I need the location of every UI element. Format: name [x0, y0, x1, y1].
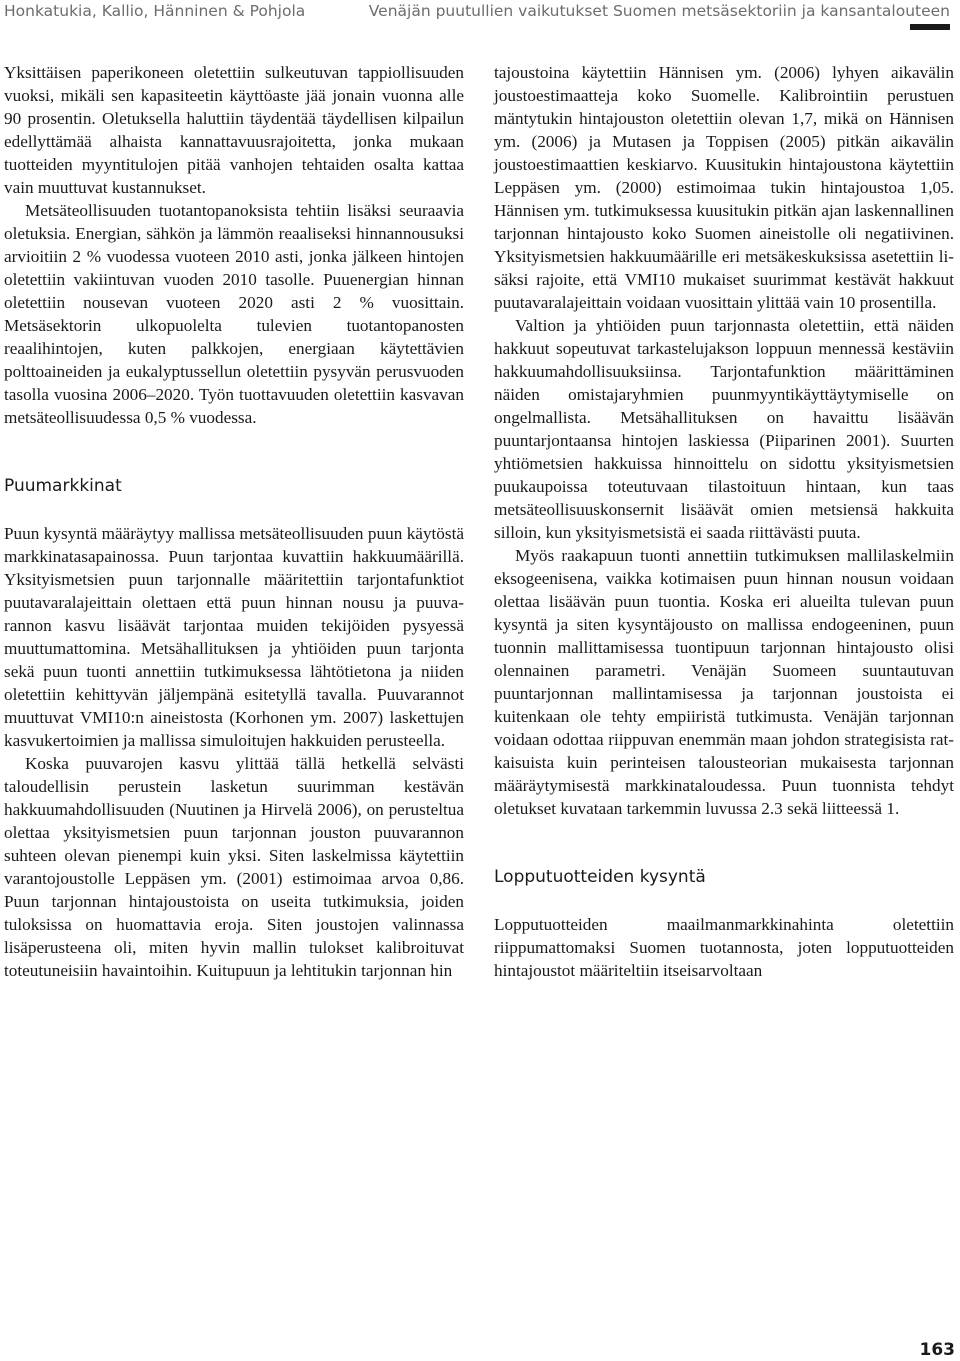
header-rule-marker [910, 24, 950, 30]
running-head-authors: Honkatukia, Kallio, Hänninen & Pohjola [4, 2, 306, 20]
left-column [4, 61, 464, 982]
section-heading-puumarkkinat: Puumarkkinat [4, 476, 122, 496]
page-number: 163 [919, 1340, 955, 1360]
paragraph: Puun kysyntä määräytyy mallissa metsäteollisuuden puun käytöstä markkinatasapainossa. Puun tarjontaa kuvattiin hakkuumäärillä. Yksityismetsien puun tarjonnalle määritettiin tarjontafunktiot puutavaralajeittain olettaen että puun hinnan nousu ja puuvarannon kasvu lisäävät tarjontaa muiden tekijöiden pysyessä muuttumattomina. Metsähallituksen ja yhtiöiden puun tarjonta sekä puun tuonti annettiin tutkimuksessa lähtötietona ja niiden oletettiin kehittyvän jäljempänä esitetyllä tavalla. Puuvarannot muuttuvat VMI10:n aineistosta (Korhonen ym. 2007) laskettujen kasvukertoimien ja mallissa simuloitujen hakkuiden perusteella. [4, 524, 464, 750]
right-column [494, 61, 954, 982]
paragraph: tajoustoina käytettiin Hännisen ym. (2006) lyhyen aikavälin joustoestimaatteja koko Suomelle. Kalibrointiin perustuen mäntytukin hintajouston oletettiin olevan 1,7, mikä on Hännisen ym. (2006) ja Mutasen ja Toppisen (2005) pitkän aikavälin joustoestimaattien keskiarvo. Kuusitukin hintajoustona käytettiin Leppäsen ym. (2000) estimoimaa tukin hintajoustoa 1,05. Hännisen ym. tutkimuksessa kuusitukin pitkän ajan laskennallinen tarjonnan hintajousto koko Suomen aineistolle oli negatiivinen. Yksityismetsien hakkuumäärille eri metsäkeskuksissa asetettiin lisäksi rajoite, että VMI10 mukaiset suurimmat kestävät hakkuut puutavaralajeittain voidaan vuosittain ylittää vain 10 prosentilla. [494, 63, 954, 312]
paragraph: Yksittäisen paperikoneen oletettiin sulkeutuvan tappiollisuuden vuoksi, mikäli sen kapasiteetin käyttöaste jää jonain vuonna alle 90 prosentin. Oletuksella haluttiin täydentää täydellisen kilpailun edellyttämää alhaista kannattavuusrajoitetta, jonka mukaan tuotteiden myyntitulojen pitää vanhojen tehtaiden osalta kattaa vain muuttuvat kustannukset. [4, 63, 464, 197]
running-head-journal-title: Venäjän puutullien vaikutukset Suomen metsäsektoriin ja kansantalouteen [368, 2, 950, 20]
section-heading-lopputuotteiden-kysynta: Lopputuotteiden kysyntä [494, 867, 706, 887]
running-head [0, 0, 960, 28]
paragraph: Lopputuotteiden maailmanmarkkinahinta oletettiin riippumattomaksi Suomen tuotannosta, joten lopputuotteiden hintajoustot määriteltiin itseisarvoltaan [494, 915, 954, 980]
paragraph: Koska puuvarojen kasvu ylittää tällä hetkellä selvästi taloudellisin perustein lasketun suurimman kestävän hakkuumahdollisuuden (Nuutinen ja Hirvelä 2006), on perusteltua olettaa yksityismetsien puun tarjonnan jouston puuvarannon suhteen olevan pienempi kuin yksi. Siten laskelmissa käytettiin varantojoustolle Leppäsen ym. (2001) estimoimaa arvoa 0,86. Puun tarjonnan hintajoustoista on useita tutkimuksia, joiden tuloksissa on huomattavia eroja. Siten joustojen valinnassa lisäperusteena oli, miten hyvin mallin tulokset kalibroituvat toteutuneisiin havaintoihin. Kuitupuun ja lehtitukin tarjonnan hin [4, 754, 464, 980]
paragraph: Valtion ja yhtiöiden puun tarjonnasta oletettiin, että näiden hakkuut sopeutuvat tarkastelujakson loppuun mennessä kestäviin hakkuumahdollisuuksiinsa. Tarjontafunktion määrittäminen näiden omistajaryhmien puunmyyntikäyttäytymiselle on ongelmallista. Metsähallituksen on havaittu lisäävän puuntarjontaansa hintojen laskiessa (Piiparinen 2001). Suurten yhtiömetsien hakkuissa hinnoittelu on sidottu yksityismetsien puukaupoissa toteutuvaan tilastoituun hintaan, kun taas metsäteollisuuskonsernit lisäävät omien metsiensä hakkuita silloin, kun yksityismetsistä ei saada riittävästi puuta. [494, 316, 954, 542]
paragraph: Myös raakapuun tuonti annettiin tutkimuksen mallilaskelmiin eksogeenisena, vaikka kotimaisen puun hinnan nousun voidaan olettaa lisäävän puun tuontia. Koska eri alueilta tulevan puun kysyntä ja siten kysyntäjousto on mallissa endogeeninen, puun tuonnin mallittamisessa tuontipuun tarjonnan hintajousto olisi olennainen parametri. Venäjän Suomeen suuntautuvan puuntarjonnan mallintamisessa ja tarjonnan joustoista ei kuitenkaan ole tehty empiiristä tutkimusta. Venäjän tarjonnan voidaan odottaa riippuvan enemmän maan johdon strategisista ratkaisuista kuin perinteisen talousteorian mukaisesta tarjonnan määräytymisestä markkinataloudessa. Puun tuonnista tehdyt oletukset kuvataan tarkemmin luvussa 2.3 sekä liitteessä 1. [494, 546, 954, 818]
paragraph: Metsäteollisuuden tuotantopanoksista tehtiin lisäksi seuraavia oletuksia. Energian, sähkön ja lämmön reaaliseksi hinnannousuksi arvioitiin 2 % vuodessa vuoteen 2010 asti, jonka jälkeen hintojen oletettiin vakiintuvan vuoden 2010 tasolle. Puuenergian hinnan oletettiin nousevan vuoteen 2020 asti 2 % vuosittain. Metsäsektorin ulkopuolelta tulevien tuotantopanosten reaalihintojen, kuten palkkojen, energiaan käytettävien polttoaineiden ja eukalyptussellun oletettiin pysyvän perusvuoden tasolla vuosina 2006–2020. Työn tuottavuuden oletettiin kasvavan metsäteollisuudessa 0,5 % vuodessa. [4, 201, 464, 427]
